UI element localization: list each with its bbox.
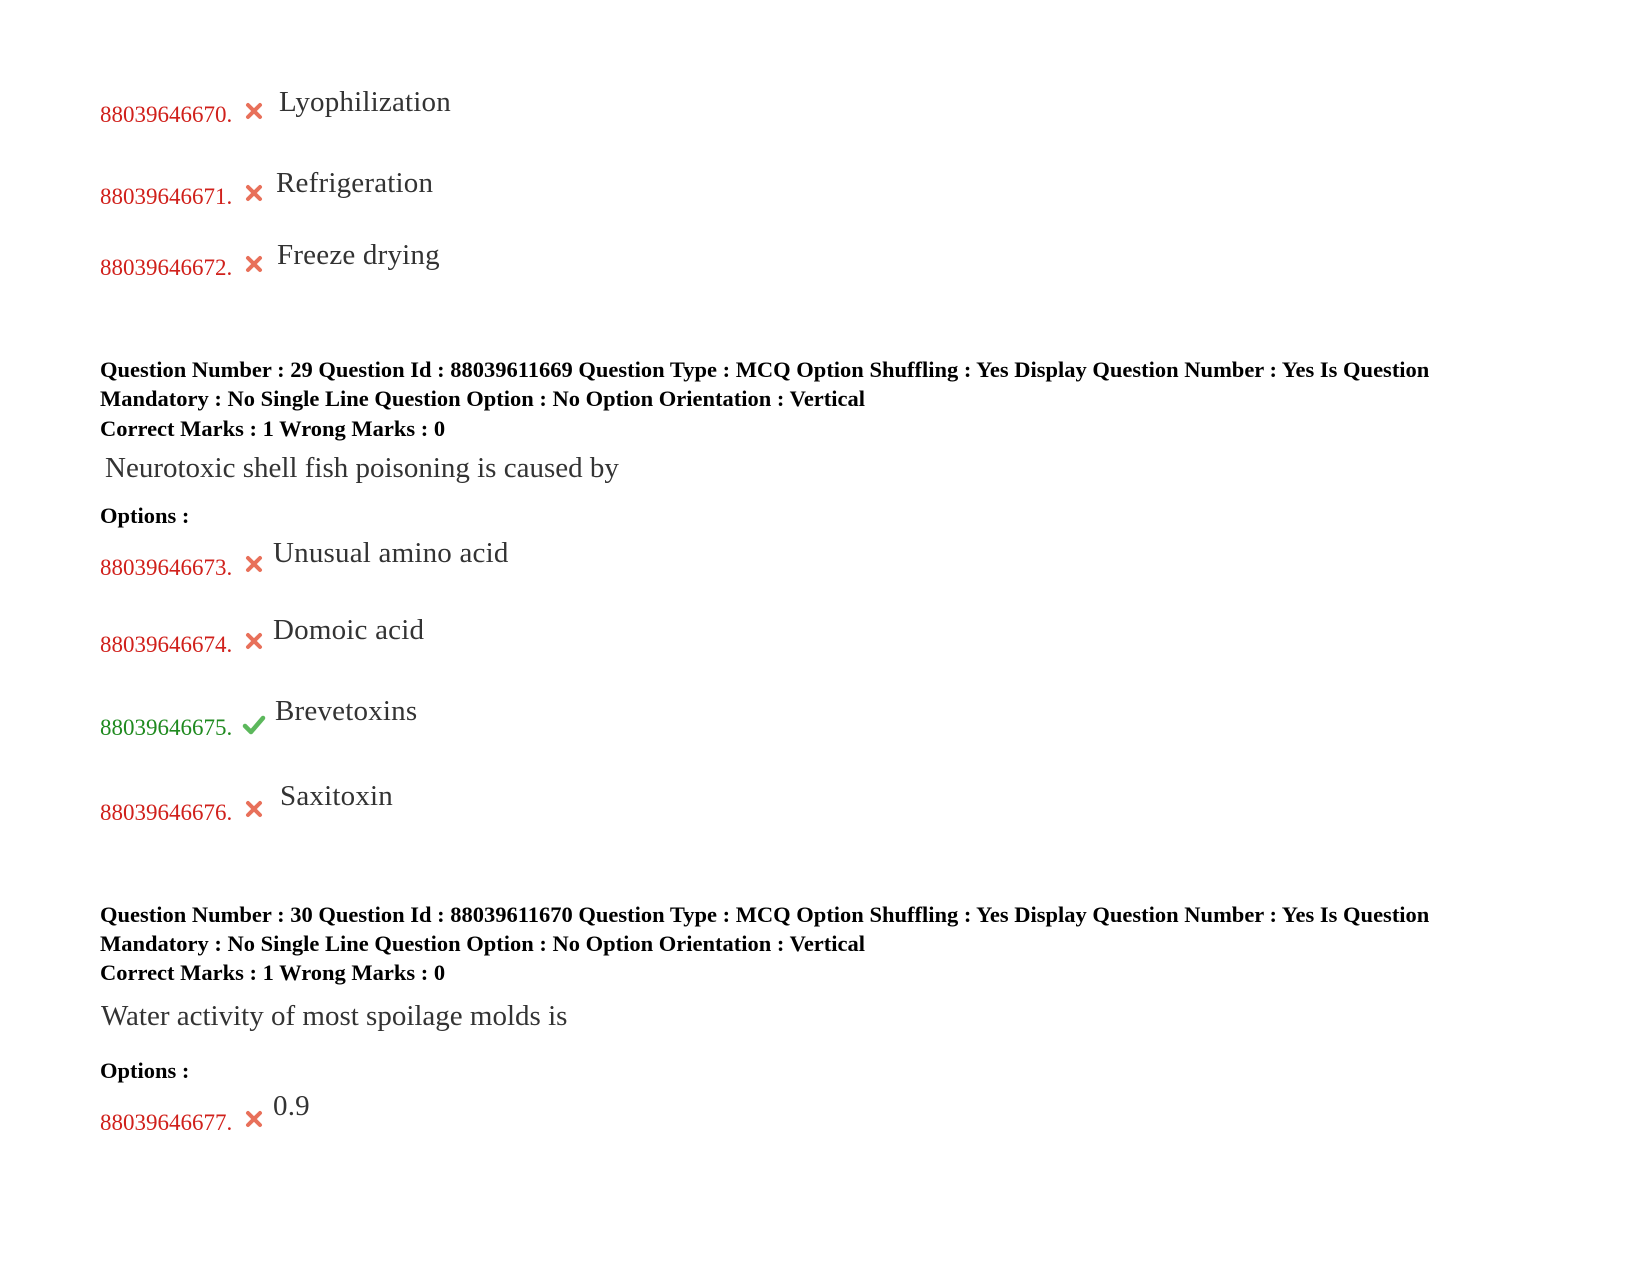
cross-icon [245,555,263,573]
option-id: 88039646672. [100,255,233,280]
options-label: Options : [100,503,190,528]
question-marks: Correct Marks : 1 Wrong Marks : 0 [100,960,446,985]
cross-icon [245,800,263,818]
question-marks: Correct Marks : 1 Wrong Marks : 0 [100,416,446,441]
option-text: Saxitoxin [280,780,393,812]
option-id: 88039646673. [100,555,233,580]
cross-icon [245,102,263,120]
option-text: Freeze drying [277,239,440,271]
question-text: Neurotoxic shell fish poisoning is caused by [105,452,619,484]
option-id: 88039646674. [100,632,233,657]
cross-icon [245,255,263,273]
cross-icon [245,184,263,202]
option-id: 88039646676. [100,800,233,825]
option-text: Domoic acid [273,614,425,646]
option-id: 88039646671. [100,184,233,209]
question-header: Question Number : 29 Question Id : 88039611669 Question Type : MCQ Option Shuffling : Yes Display Question Number : Yes Is Question Mandatory : No Single Line Question Option : No Option Orientation : Vertical [100,357,1430,411]
question-text: Water activity of most spoilage molds is [101,1000,568,1032]
option-id: 88039646675. [100,715,233,740]
check-icon [242,714,266,736]
option-id: 88039646677. [100,1110,233,1135]
cross-icon [245,632,263,650]
option-text: 0.9 [273,1090,310,1122]
question-header: Question Number : 30 Question Id : 88039611670 Question Type : MCQ Option Shuffling : Yes Display Question Number : Yes Is Question Mandatory : No Single Line Question Option : No Option Orientation : Vertical [100,902,1430,956]
option-text: Unusual amino acid [273,537,509,569]
cross-icon [245,1110,263,1128]
option-id: 88039646670. [100,102,233,127]
option-text: Brevetoxins [275,695,418,727]
option-text: Refrigeration [276,167,434,199]
option-text: Lyophilization [279,86,451,118]
options-label: Options : [100,1058,190,1083]
